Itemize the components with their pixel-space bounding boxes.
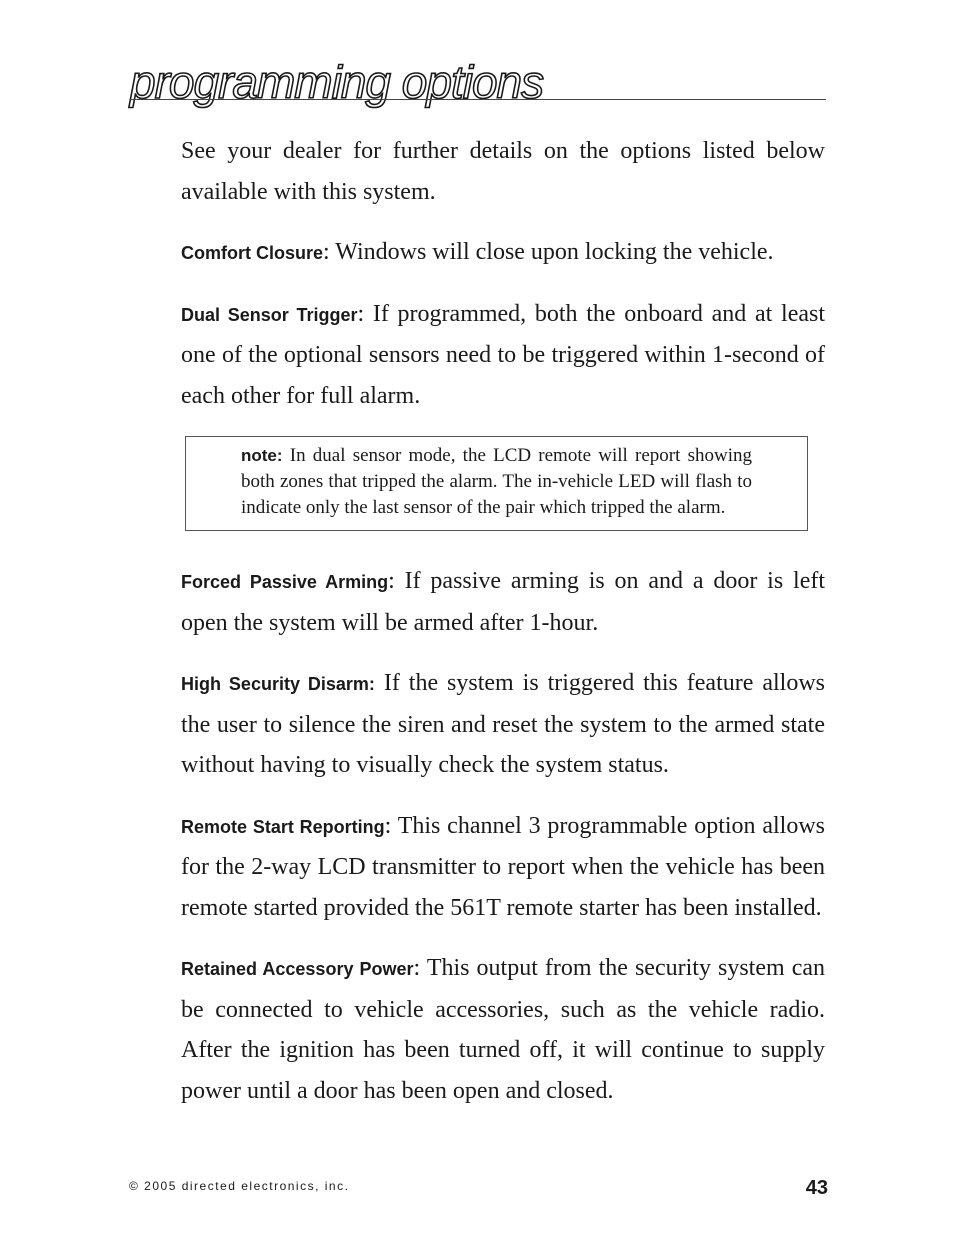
copyright-footer: © 2005 directed electronics, inc.: [129, 1179, 350, 1193]
option-separator: [375, 670, 384, 696]
note-paragraph: [241, 443, 752, 521]
option-term: Remote Start Reporting: [181, 816, 385, 837]
option-term: Dual Sensor Trigger: [181, 304, 358, 325]
option-term: Comfort Closure: [181, 243, 324, 263]
option-separator: :: [323, 239, 336, 265]
page-title: programming options: [130, 56, 544, 108]
option-description: This channel 3 programmable option allows for the 2-way LCD transmitter to report when the vehicle has been remote started provided the 561T remote starter has been installed.: [181, 812, 825, 921]
option-term: Retained Accessory Power: [181, 959, 414, 979]
option-description: Windows will close upon locking the vehicle.: [335, 239, 774, 265]
option-remote-start-reporting: [181, 806, 825, 929]
option-dual-sensor-trigger: [181, 294, 825, 417]
option-separator: :: [357, 300, 373, 327]
option-separator: :: [388, 568, 405, 594]
note-box: [185, 436, 808, 531]
option-comfort-closure: [181, 232, 825, 274]
option-description: If programmed, both the onboard and at least one of the optional sensors need to be triggered within 1-second of each other for full alarm.: [181, 300, 826, 409]
option-term: High Security Disarm:: [181, 674, 375, 694]
option-description: If the system is triggered this feature allows the user to silence the siren and reset the system to the armed state without having to visually check the system status.: [181, 670, 825, 778]
option-description: This output from the security system can be connected to vehicle accessories, such as the vehicle radio. After the ignition has been turned off, it will continue to supply power until a door has been open and closed.: [181, 955, 826, 1104]
title-rule: [130, 99, 826, 100]
note-label: note:: [241, 446, 283, 465]
option-retained-accessory-power: [181, 948, 825, 1111]
page-number: 43: [805, 1177, 828, 1199]
page-body: [181, 131, 825, 1131]
option-high-security-disarm: [181, 663, 825, 786]
option-term: Forced Passive Arming: [181, 572, 389, 592]
option-forced-passive-arming: [181, 561, 825, 643]
note-text: In dual sensor mode, the LCD remote will report showing both zones that tripped the alarm. The in-vehicle LED will flash to indicate only the last sensor of the pair which tripped the alarm.: [241, 445, 752, 518]
option-separator: :: [413, 955, 427, 981]
option-separator: :: [384, 812, 398, 839]
intro-paragraph: See your dealer for further details on the options listed below available with this system.: [181, 138, 825, 205]
option-description: If passive arming is on and a door is left open the system will be armed after 1-hour.: [181, 568, 826, 636]
